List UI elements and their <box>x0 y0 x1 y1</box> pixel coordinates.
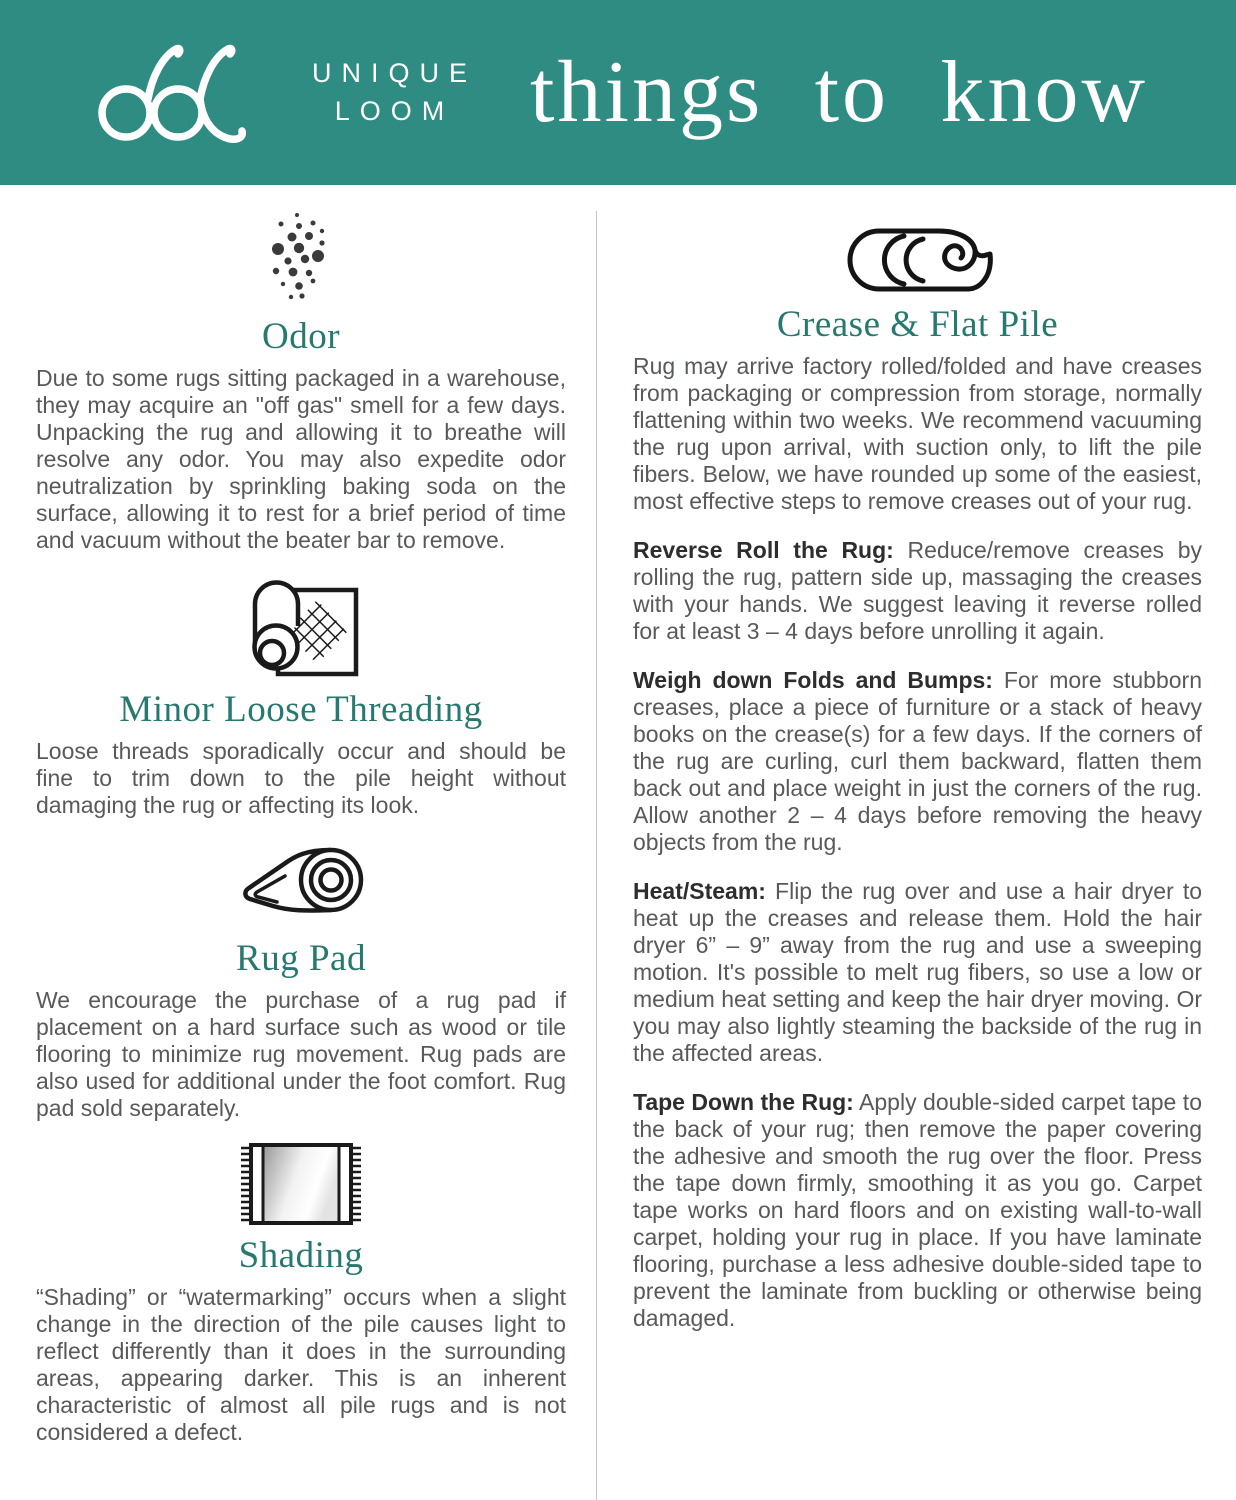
section-odor <box>36 211 566 554</box>
tip-heat-steam <box>633 878 1202 1067</box>
tip-label: Tape Down the Rug: <box>633 1089 854 1115</box>
page-title: things to know <box>530 44 1148 141</box>
shading-icon-wrap <box>36 1142 566 1226</box>
shaded-rug-fringe-icon <box>240 1142 362 1226</box>
threading-icon-wrap <box>36 574 566 680</box>
section-crease-flat-pile <box>633 227 1202 1332</box>
rug-pad-icon-wrap <box>36 839 566 929</box>
section-body: Loose threads sporadically occur and should be fine to trim down to the pile height without damaging the rug or affecting its look. <box>36 738 566 818</box>
tip-reverse-roll <box>633 537 1202 645</box>
section-title: Shading <box>238 1235 364 1276</box>
section-body: Due to some rugs sitting packaged in a warehouse, they may acquire an "off gas" smell for a few days. Unpacking the rug and allowing it to breathe will resolve any odor. You may also expedite odor neutralization by sprinkling baking soda on the surface, allowing it to rest for a brief period of time and vacuum without the beater bar to remove. <box>36 365 566 553</box>
tip-label: Reverse Roll the Rug: <box>633 537 894 563</box>
section-rug-pad <box>36 839 566 1122</box>
tip-text: Flip the rug over and use a hair dryer to heat up the creases and release them. Hold the hair dryer 6” – 9” away from the rug and use a sweeping motion. It's possible to melt rug fibers, so use a low or medium heat setting and keep the hair dryer moving. Or you may also lightly steaming the backside of the rug in the affected areas. <box>633 878 1203 1066</box>
tip-label: Heat/Steam: <box>633 878 766 904</box>
brand <box>96 41 477 145</box>
brand-line-1: UNIQUE <box>312 57 478 88</box>
section-shading <box>36 1142 566 1446</box>
section-title: Odor <box>261 316 341 357</box>
tip-text: Apply double-sided carpet tape to the back of your rug; then remove the paper covering the adhesive and smooth the rug over the floor. Press the tape down firmly, smoothing it as you go. Carpet tape works on hard floors and on existing wall-to-wall carpet, holding your rug in place. If you have laminate flooring, purchase a less adhesive double-sided tape to prevent the laminate from buckling or otherwise being damaged. <box>633 1089 1202 1331</box>
brand-line-2: LOOM <box>334 95 455 126</box>
tip-weigh-down <box>633 667 1202 856</box>
left-column <box>36 211 566 1500</box>
header-banner <box>0 0 1236 185</box>
rolled-rug-spiral-icon <box>842 227 994 295</box>
section-title: Minor Loose Threading <box>119 689 483 730</box>
section-title: Rug Pad <box>236 938 366 979</box>
section-minor-loose-threading <box>36 574 566 819</box>
right-column <box>597 211 1202 1500</box>
tip-text: For more stubborn creases, place a piece of furniture or a stack of heavy books on the crease(s) for a few days. If the corners of the rug are curling, curl them backward, flatten them back out and place weight in just the corners of the rug. Allow another 2 – 4 days before removing the heavy objects from the rug. <box>633 667 1202 855</box>
tip-label: Weigh down Folds and Bumps: <box>633 667 993 693</box>
section-title: Crease & Flat Pile <box>776 304 1059 345</box>
tip-tape-down <box>633 1089 1202 1332</box>
rolled-rug-crosshatch-icon <box>242 574 360 680</box>
crease-icon-wrap <box>633 227 1202 295</box>
odor-dots-icon <box>268 211 334 307</box>
content <box>0 185 1236 1500</box>
section-body: “Shading” or “watermarking” occurs when a slight change in the direction of the pile causes light to reflect differently than it does in the surrounding areas, appearing darker. This is an inherent characteristic of almost all pile rugs and is not considered a defect. <box>36 1284 566 1445</box>
section-intro: Rug may arrive factory rolled/folded and have creases from packaging or compression from storage, normally flattening within two weeks. We recommend vacuuming the rug upon arrival, with suction only, to lift the pile fibers. Below, we have rounded up some of the easiest, most effective steps to remove creases out of your rug. <box>633 353 1202 514</box>
rug-pad-roll-icon <box>238 839 364 929</box>
unique-loom-logo-icon <box>96 41 286 145</box>
brand-wordmark <box>312 55 477 131</box>
tip-text: Reduce/remove creases by rolling the rug, pattern side up, massaging the creases with your hands. We suggest leaving it reverse rolled for at least 3 – 4 days before unrolling it again. <box>633 537 1203 644</box>
section-body: We encourage the purchase of a rug pad if placement on a hard surface such as wood or tile flooring to minimize rug movement. Rug pads are also used for additional under the foot comfort. Rug pad sold separately. <box>36 987 566 1121</box>
odor-icon-wrap <box>36 211 566 307</box>
